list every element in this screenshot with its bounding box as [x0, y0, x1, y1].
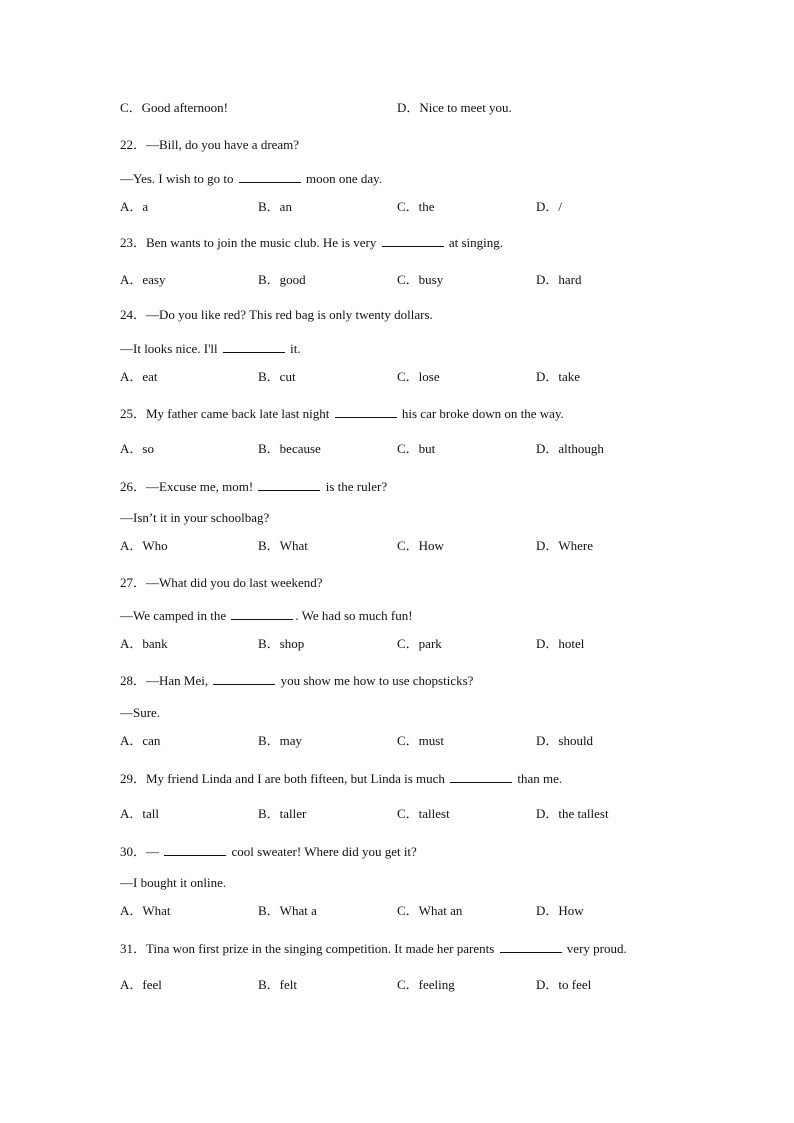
- option-a[interactable]: A．What: [120, 903, 171, 918]
- option-c[interactable]: C．must: [397, 733, 444, 748]
- option-c[interactable]: C．feeling: [397, 977, 455, 992]
- option-c[interactable]: C．busy: [397, 272, 444, 287]
- answer-blank[interactable]: [231, 607, 293, 620]
- option-d: [397, 100, 512, 116]
- answer-blank[interactable]: [239, 170, 301, 183]
- option-a[interactable]: A．a: [120, 199, 149, 214]
- option-text: D．Nice to meet you.: [397, 100, 512, 115]
- answer-blank[interactable]: [335, 405, 397, 418]
- option-c[interactable]: C．What an: [397, 903, 463, 918]
- option-c[interactable]: C．park: [397, 636, 442, 651]
- option-c[interactable]: C．tallest: [397, 806, 450, 821]
- option-b[interactable]: B．cut: [258, 369, 296, 384]
- option-d[interactable]: D．Where: [536, 538, 594, 553]
- option-a[interactable]: A．can: [120, 733, 161, 748]
- option-d[interactable]: D．should: [536, 733, 594, 748]
- question-27-answer-line: —We camped in the . We had so much fun!: [120, 608, 413, 623]
- answer-blank[interactable]: [382, 234, 444, 247]
- answer-blank[interactable]: [500, 940, 562, 953]
- option-b[interactable]: B．good: [258, 272, 306, 287]
- question-26-reply-line: —Isn’t it in your schoolbag?: [120, 510, 270, 525]
- option-d[interactable]: D．to feel: [536, 977, 592, 992]
- option-d[interactable]: D．hard: [536, 272, 582, 287]
- option-d[interactable]: D．take: [536, 369, 581, 384]
- option-d[interactable]: D．hotel: [536, 636, 585, 651]
- option-b[interactable]: B．because: [258, 441, 321, 456]
- option-a[interactable]: A．tall: [120, 806, 159, 821]
- answer-blank[interactable]: [213, 672, 275, 685]
- option-b[interactable]: B．may: [258, 733, 303, 748]
- question-26-stem: 26．—Excuse me, mom! is the ruler?: [120, 479, 388, 494]
- question-28-reply-line: —Sure.: [120, 705, 161, 720]
- question-27-stem: 27．—What did you do last weekend?: [120, 575, 323, 590]
- option-b[interactable]: B．What a: [258, 903, 317, 918]
- answer-blank[interactable]: [450, 770, 512, 783]
- option-a[interactable]: A．eat: [120, 369, 158, 384]
- question-24-stem: 24．—Do you like red? This red bag is only twenty dollars.: [120, 307, 433, 322]
- question-22-stem: 22．—Bill, do you have a dream?: [120, 137, 300, 152]
- option-b[interactable]: B．What: [258, 538, 308, 553]
- option-b[interactable]: B．taller: [258, 806, 307, 821]
- option-c: [120, 100, 228, 116]
- option-a[interactable]: A．so: [120, 441, 154, 456]
- option-c[interactable]: C．lose: [397, 369, 440, 384]
- option-c[interactable]: C．the: [397, 199, 435, 214]
- question-24-answer-line: —It looks nice. I'll it.: [120, 341, 301, 356]
- option-c[interactable]: C．How: [397, 538, 444, 553]
- option-c[interactable]: C．but: [397, 441, 436, 456]
- question-22-answer-line: —Yes. I wish to go to moon one day.: [120, 171, 383, 186]
- option-a[interactable]: A．Who: [120, 538, 168, 553]
- option-b[interactable]: B．an: [258, 199, 292, 214]
- option-b[interactable]: B．felt: [258, 977, 297, 992]
- question-28-stem: 28．—Han Mei, you show me how to use chopsticks?: [120, 673, 474, 688]
- option-d[interactable]: D．/: [536, 199, 563, 214]
- question-25-stem: 25．My father came back late last night his car broke down on the way.: [120, 406, 564, 421]
- option-a[interactable]: A．feel: [120, 977, 162, 992]
- option-d[interactable]: D．the tallest: [536, 806, 609, 821]
- option-b[interactable]: B．shop: [258, 636, 305, 651]
- question-29-stem: 29．My friend Linda and I are both fifteen, but Linda is much than me.: [120, 771, 563, 786]
- answer-blank[interactable]: [258, 478, 320, 491]
- question-30-stem: 30．— cool sweater! Where did you get it?: [120, 844, 417, 859]
- answer-blank[interactable]: [223, 340, 285, 353]
- question-23-stem: 23．Ben wants to join the music club. He is very at singing.: [120, 235, 504, 250]
- answer-blank[interactable]: [164, 843, 226, 856]
- option-d[interactable]: D．How: [536, 903, 584, 918]
- question-30-reply-line: —I bought it online.: [120, 875, 227, 890]
- option-text: C．Good afternoon!: [120, 100, 228, 115]
- option-a[interactable]: A．easy: [120, 272, 166, 287]
- question-31-stem: 31．Tina won first prize in the singing competition. It made her parents very proud.: [120, 941, 627, 956]
- option-d[interactable]: D．although: [536, 441, 604, 456]
- option-a[interactable]: A．bank: [120, 636, 168, 651]
